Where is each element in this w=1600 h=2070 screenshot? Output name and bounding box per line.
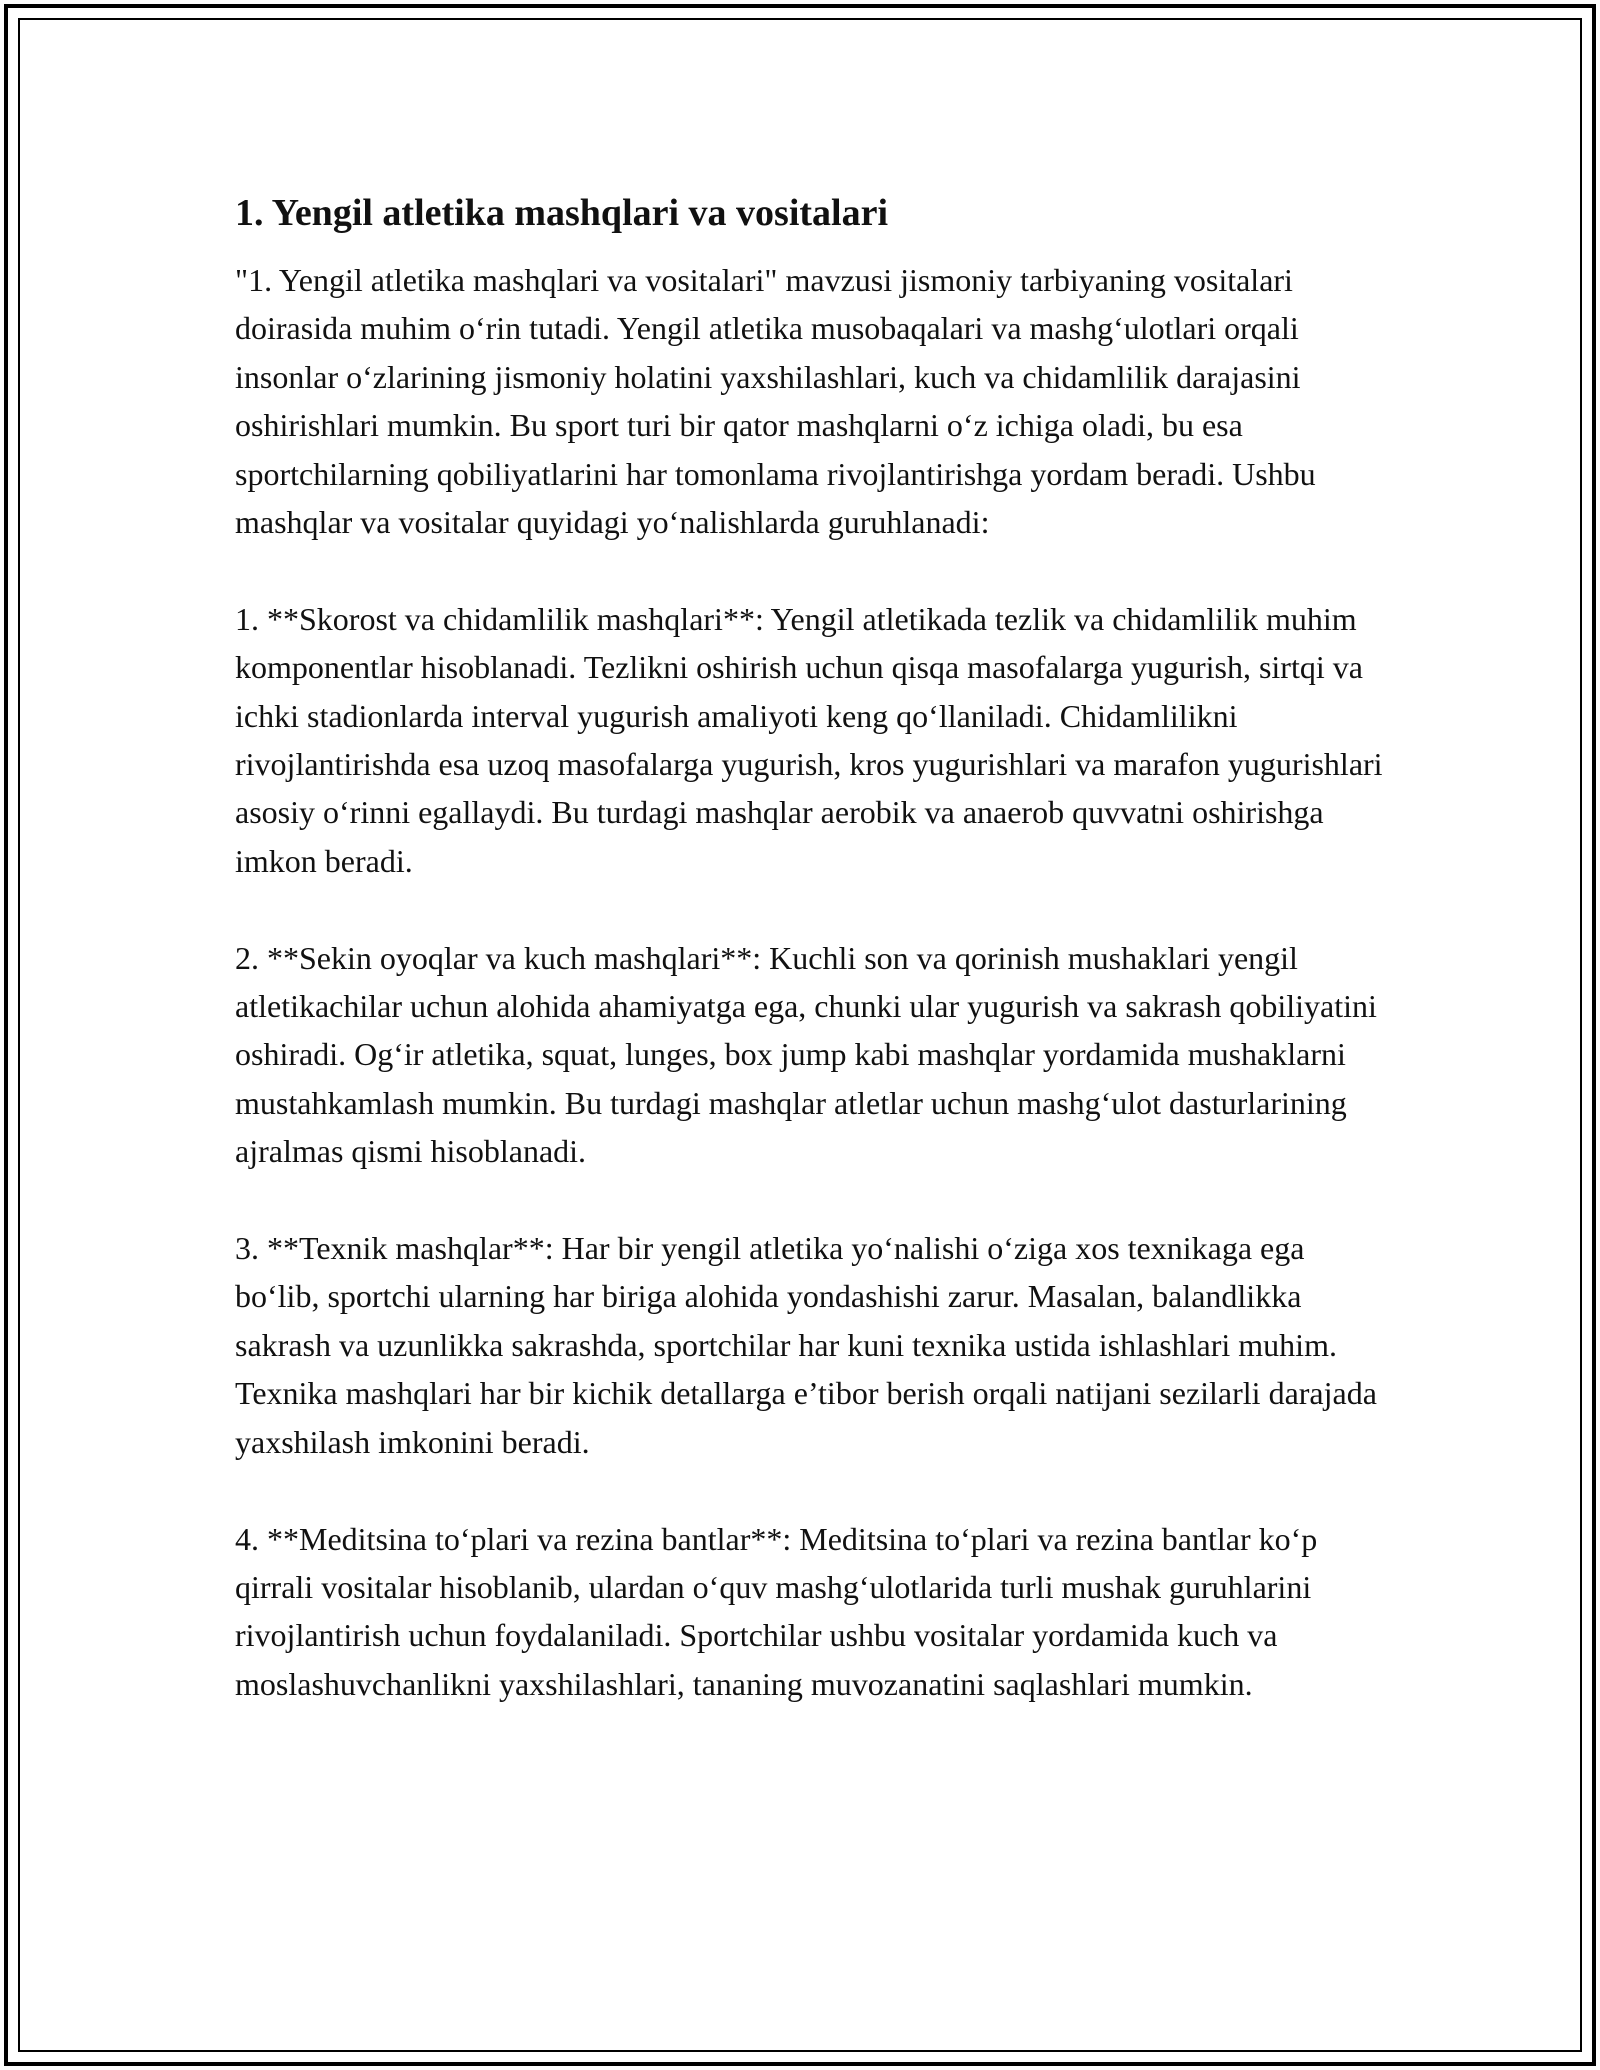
paragraph-item-1: 1. **Skorost va chidamlilik mashqlari**: Yengil atletikada tezlik va chidamlilik muhim komponentlar hisoblanadi. Tezlikni oshirish uchun qisqa masofalarga yugurish, sirtqi va ichki stadionlarda interval yugurish amaliyoti keng qo‘llaniladi. Chidamlilikni rivojlantirishda esa uzoq masofalarga yugurish, kros yugurishlari va marafon yugurishlari asosiy o‘rinni egallaydi. Bu turdagi mashqlar aerobik va anaerob quvvatni oshirishga imkon beradi.	[235, 600, 1383, 879]
document-body	[235, 186, 1385, 1757]
paragraph-item-3: 3. **Texnik mashqlar**: Har bir yengil atletika yo‘nalishi o‘ziga xos texnikaga ega bo‘lib, sportchi ularning har biriga alohida yondashishi zarur. Masalan, balandlikka sakrash va uzunlikka sakrashda, sportchilar har kuni texnika ustida ishlashlari muhim. Texnika mashqlari har bir kichik detallarga e’tibor berish orqali natijani sezilarli darajada yaxshilash imkonini beradi.	[235, 1230, 1377, 1460]
intro-paragraph: "1. Yengil atletika mashqlari va vositalari" mavzusi jismoniy tarbiyaning vositalari doirasida muhim o‘rin tutadi. Yengil atletika musobaqalari va mashg‘ulotlari orqali insonlar o‘zlarining jismoniy holatini yaxshilashlari, kuch va chidamlilik darajasini oshirishlari mumkin. Bu sport turi bir qator mashqlarni o‘z ichiga oladi, bu esa sportchilarning qobiliyatlarini har tomonlama rivojlantirishga yordam beradi. Ushbu mashqlar va vositalar quyidagi yo‘nalishlarda guruhlanadi:	[235, 262, 1316, 541]
paragraph-item-4: 4. **Meditsina to‘plari va rezina bantlar**: Meditsina to‘plari va rezina bantlar ko‘p qirrali vositalar hisoblanib, ulardan o‘quv mashg‘ulotlarida turli mushak guruhlarini rivojlantirish uchun foydalaniladi. Sportchilar ushbu vositalar yordamida kuch va moslashuvchanlikni yaxshilashlari, tananing muvozanatini saqlashlari mumkin.	[235, 1520, 1318, 1702]
document-title: 1. Yengil atletika mashqlari va vositalari	[235, 192, 889, 234]
paragraph-item-2: 2. **Sekin oyoqlar va kuch mashqlari**: Kuchli son va qorinish mushaklari yengil atletikachilar uchun alohida ahamiyatga ega, chunki ular yugurish va sakrash qobiliyatini oshiradi. Og‘ir atletika, squat, lunges, box jump kabi mashqlar yordamida mushaklarni mustahkamlash mumkin. Bu turdagi mashqlar atletlar uchun mashg‘ulot dasturlarining ajralmas qismi hisoblanadi.	[235, 939, 1377, 1170]
